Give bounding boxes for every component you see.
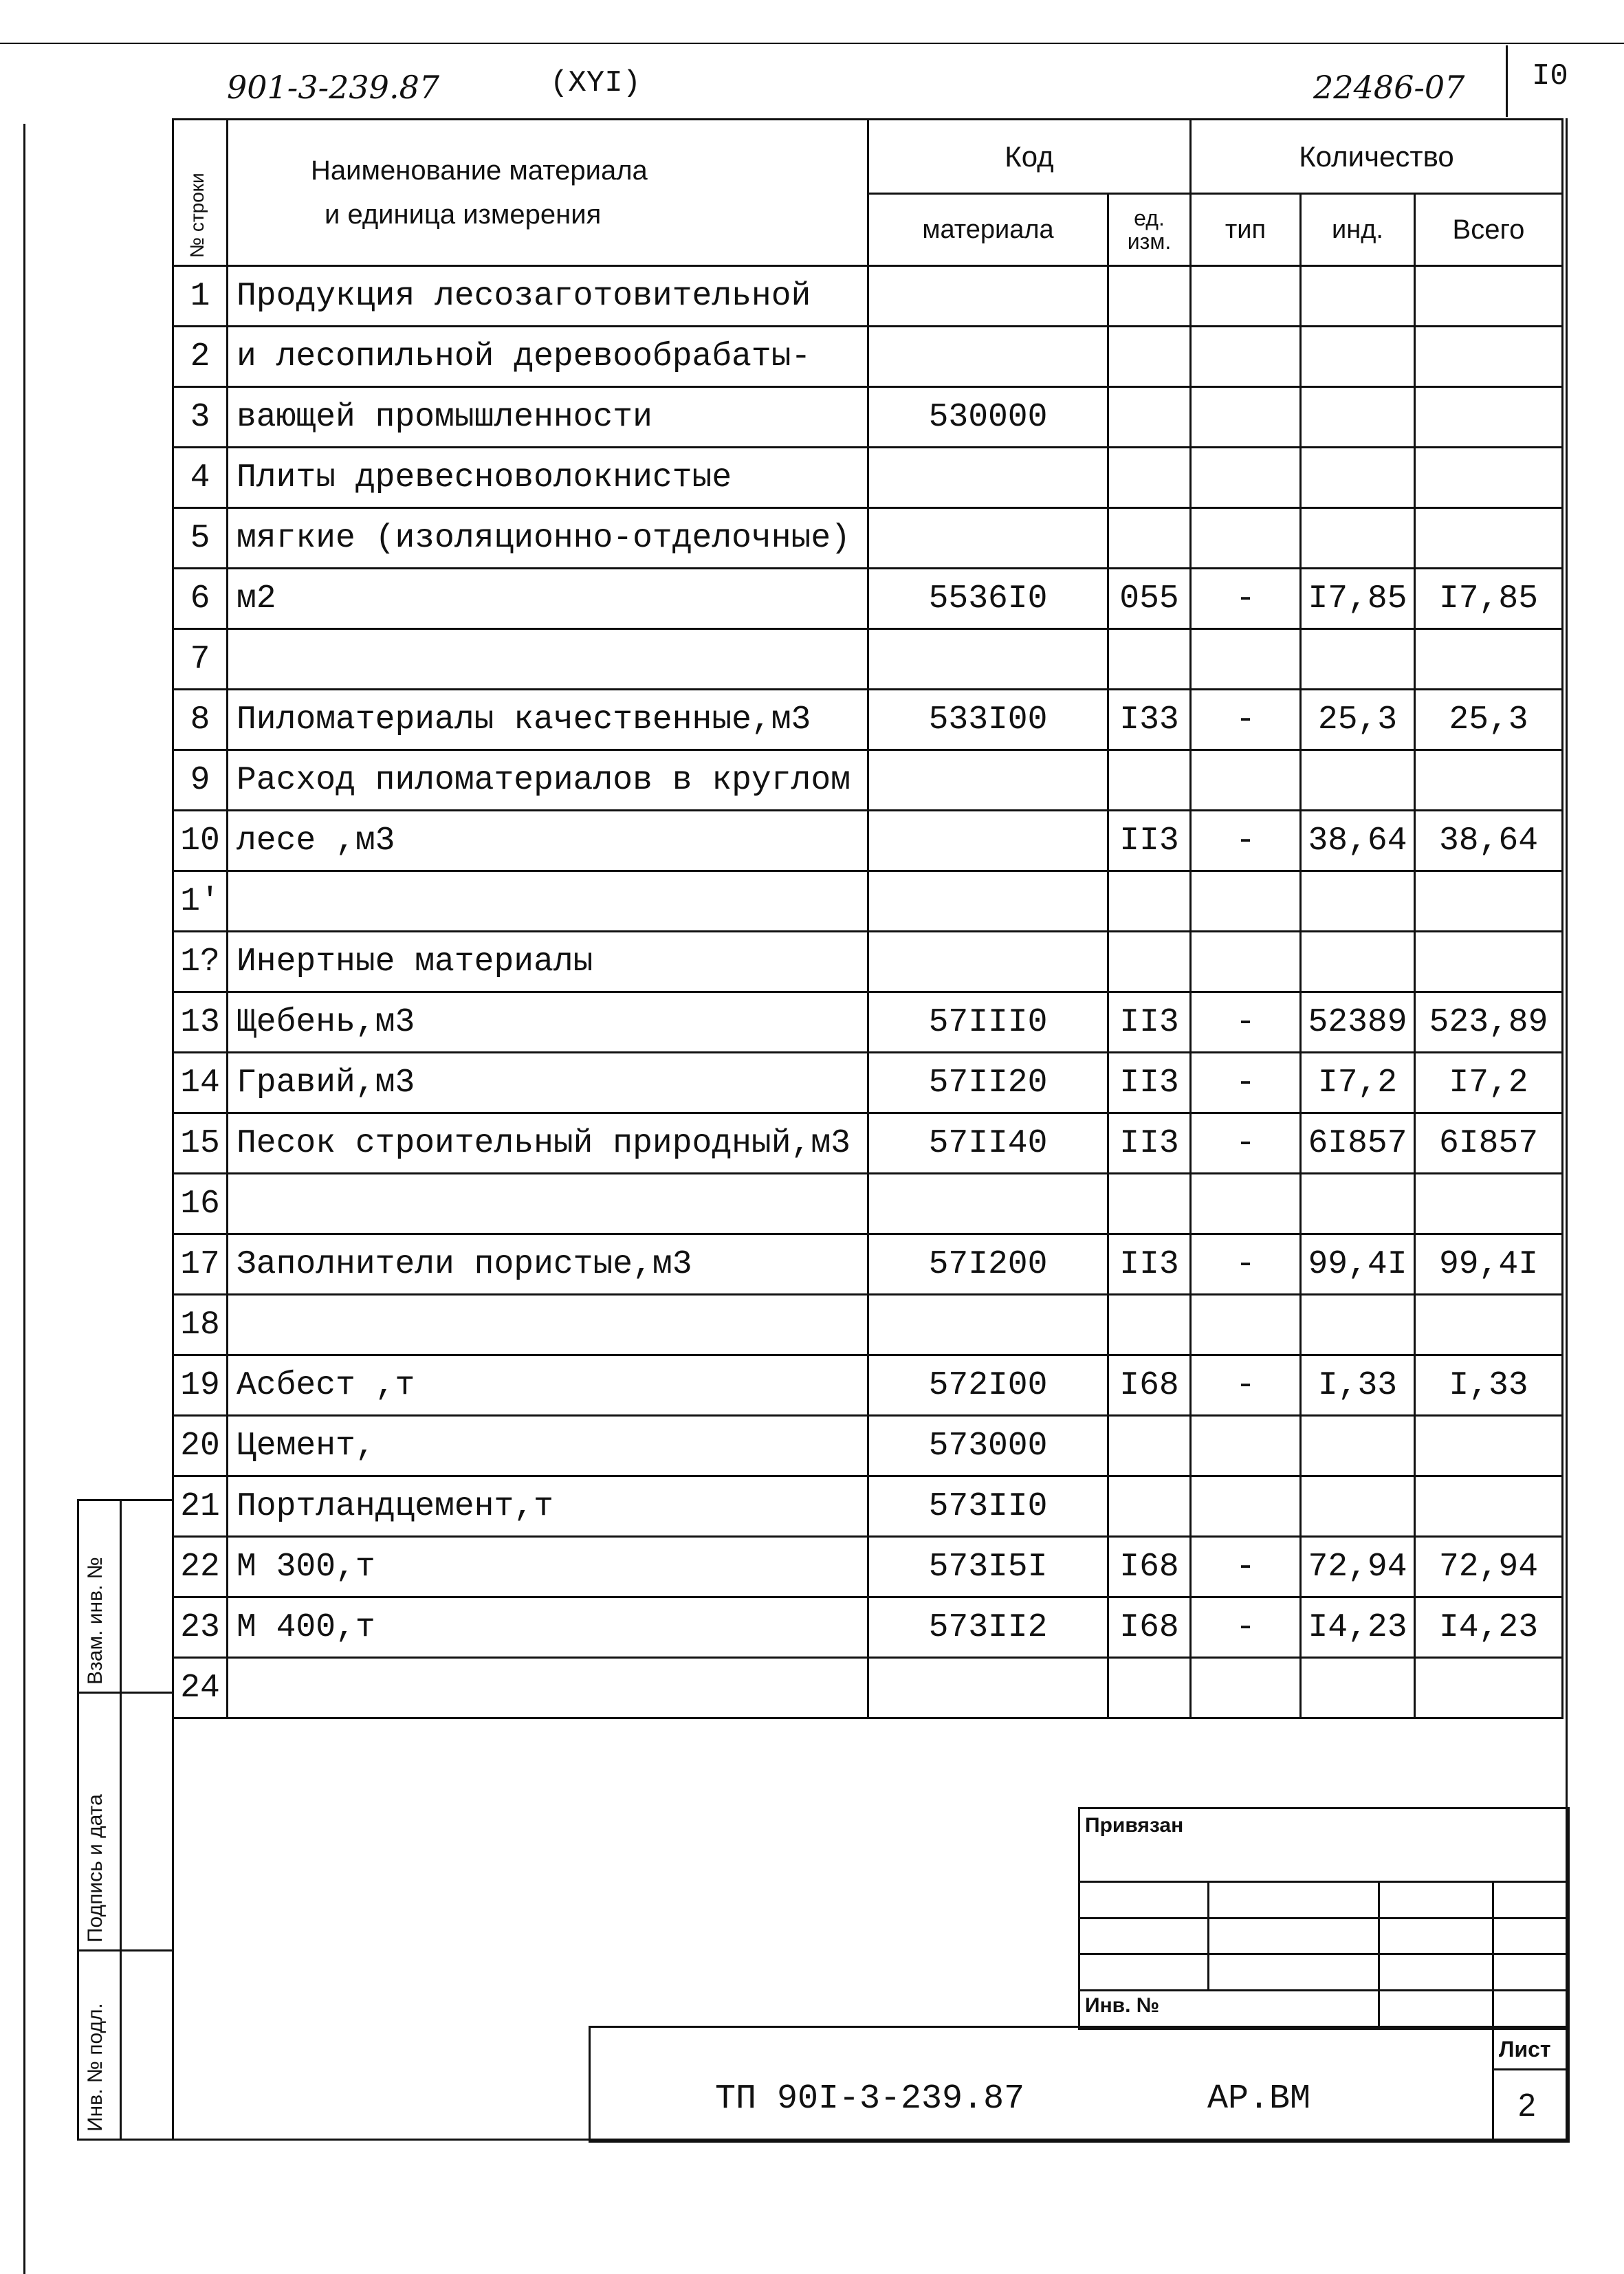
- material-code: [868, 811, 1108, 871]
- material-name: [228, 1658, 868, 1718]
- unit-code: [1108, 1416, 1191, 1476]
- type-value: [1191, 1295, 1301, 1355]
- row-number: 3: [173, 387, 228, 448]
- privyazan-col-3: [1492, 1881, 1494, 2026]
- material-name: М 400,т: [228, 1597, 868, 1658]
- unit-code: I68: [1108, 1597, 1191, 1658]
- ind-value: I7,85: [1301, 569, 1415, 629]
- code-header: Код: [868, 120, 1191, 194]
- row-number: 22: [173, 1537, 228, 1597]
- unit-code: I33: [1108, 690, 1191, 750]
- row-number: 1': [173, 871, 228, 932]
- material-name: Заполнители пористые,м3: [228, 1234, 868, 1295]
- type-value: [1191, 508, 1301, 569]
- total-value: [1415, 629, 1563, 690]
- type-value: [1191, 750, 1301, 811]
- total-value: [1415, 448, 1563, 508]
- material-code: [868, 266, 1108, 327]
- privyazan-row-2: [1078, 1917, 1568, 1919]
- material-code: 533I00: [868, 690, 1108, 750]
- ind-value: [1301, 448, 1415, 508]
- total-value: I,33: [1415, 1355, 1563, 1416]
- rownum-header: [173, 120, 228, 266]
- material-name: Асбест ,т: [228, 1355, 868, 1416]
- privyazan-col-1: [1207, 1881, 1209, 1989]
- ind-value: [1301, 266, 1415, 327]
- table-row: [173, 448, 1563, 508]
- table-row: [173, 327, 1563, 387]
- table-row: [173, 387, 1563, 448]
- unit-code: [1108, 1174, 1191, 1234]
- total-value: 38,64: [1415, 811, 1563, 871]
- type-value: -: [1191, 1053, 1301, 1113]
- table-row: [173, 992, 1563, 1053]
- unit-subheader-line2: изм.: [1127, 229, 1172, 254]
- side-label-inv-podl: Инв. № подл.: [84, 2003, 107, 2132]
- table-row: [173, 1537, 1563, 1597]
- row-number: 9: [173, 750, 228, 811]
- row-number: 2: [173, 327, 228, 387]
- row-number: 6: [173, 569, 228, 629]
- unit-code: II3: [1108, 1234, 1191, 1295]
- ind-value: [1301, 1658, 1415, 1718]
- type-value: -: [1191, 992, 1301, 1053]
- material-name: лесе ,м3: [228, 811, 868, 871]
- table-row: [173, 1658, 1563, 1718]
- total-value: [1415, 508, 1563, 569]
- material-code: 5536I0: [868, 569, 1108, 629]
- table-row: [173, 1416, 1563, 1476]
- type-value: [1191, 387, 1301, 448]
- unit-code: [1108, 448, 1191, 508]
- table-row: [173, 569, 1563, 629]
- material-code: 57I200: [868, 1234, 1108, 1295]
- material-name: Продукция лесозаготовительной: [228, 266, 868, 327]
- side-label-vzam-inv: Взам. инв. №: [84, 1557, 107, 1685]
- name-header-line1: Наименование материала: [311, 155, 648, 186]
- total-value: [1415, 266, 1563, 327]
- material-code: [868, 327, 1108, 387]
- material-name: м2: [228, 569, 868, 629]
- ind-value: [1301, 1295, 1415, 1355]
- material-name: мягкие (изоляционно-отделочные): [228, 508, 868, 569]
- type-value: [1191, 871, 1301, 932]
- type-value: -: [1191, 1537, 1301, 1597]
- ind-value: I4,23: [1301, 1597, 1415, 1658]
- rownum-header-label: № строки: [186, 173, 208, 258]
- unit-code: [1108, 750, 1191, 811]
- total-value: 523,89: [1415, 992, 1563, 1053]
- total-value: 72,94: [1415, 1537, 1563, 1597]
- material-code: 530000: [868, 387, 1108, 448]
- material-code: [868, 508, 1108, 569]
- material-code: [868, 629, 1108, 690]
- materials-table: [172, 118, 1563, 1719]
- material-code: [868, 871, 1108, 932]
- privyazan-col-2: [1378, 1881, 1380, 2026]
- total-subheader: Всего: [1415, 194, 1563, 266]
- unit-subheader-line1: ед.: [1134, 206, 1165, 230]
- row-number: 15: [173, 1113, 228, 1174]
- total-value: [1415, 1174, 1563, 1234]
- ind-value: [1301, 1174, 1415, 1234]
- ind-value: I,33: [1301, 1355, 1415, 1416]
- row-number: 17: [173, 1234, 228, 1295]
- row-number: 24: [173, 1658, 228, 1718]
- title-block-sheet-row: [1492, 2068, 1568, 2070]
- row-number: 7: [173, 629, 228, 690]
- side-label-podpis-data: Подпись и дата: [84, 1794, 107, 1943]
- type-value: [1191, 1416, 1301, 1476]
- section-roman: (XYI): [550, 66, 641, 100]
- corner-page-number: I0: [1532, 59, 1568, 94]
- type-value: [1191, 629, 1301, 690]
- ind-value: [1301, 629, 1415, 690]
- row-number: 5: [173, 508, 228, 569]
- material-code: 57II40: [868, 1113, 1108, 1174]
- inv-no-label: Инв. №: [1085, 1994, 1160, 2017]
- total-value: [1415, 1476, 1563, 1537]
- total-value: I4,23: [1415, 1597, 1563, 1658]
- table-row: [173, 1597, 1563, 1658]
- material-code: [868, 1295, 1108, 1355]
- material-name: [228, 1174, 868, 1234]
- material-code: 572I00: [868, 1355, 1108, 1416]
- type-value: -: [1191, 1113, 1301, 1174]
- material-code: 57III0: [868, 992, 1108, 1053]
- privyazan-label: Привязан: [1085, 1814, 1184, 1837]
- project-code: ТП 90I-3-239.87: [715, 2079, 1025, 2119]
- privyazan-row-4: [1078, 1989, 1568, 1991]
- ind-value: 52389: [1301, 992, 1415, 1053]
- ind-value: [1301, 327, 1415, 387]
- inventory-number-handwritten: 22486-07: [1313, 69, 1465, 106]
- top-edge-line: [0, 43, 1624, 44]
- total-value: [1415, 327, 1563, 387]
- row-number: 8: [173, 690, 228, 750]
- ind-value: 72,94: [1301, 1537, 1415, 1597]
- ind-value: 25,3: [1301, 690, 1415, 750]
- type-value: -: [1191, 1355, 1301, 1416]
- unit-code: [1108, 1295, 1191, 1355]
- unit-subheader: [1108, 194, 1191, 266]
- row-number: 21: [173, 1476, 228, 1537]
- type-value: [1191, 448, 1301, 508]
- side-column-left: [77, 1499, 79, 2139]
- unit-code: [1108, 1476, 1191, 1537]
- total-value: [1415, 871, 1563, 932]
- total-value: 99,4I: [1415, 1234, 1563, 1295]
- material-name: и лесопильной деревообрабаты-: [228, 327, 868, 387]
- table-row: [173, 932, 1563, 992]
- ind-value: [1301, 1416, 1415, 1476]
- side-column-inner: [120, 1499, 122, 2139]
- outer-left-margin-line: [23, 124, 25, 2274]
- material-name: М 300,т: [228, 1537, 868, 1597]
- material-code: 573I5I: [868, 1537, 1108, 1597]
- unit-code: [1108, 387, 1191, 448]
- material-code: [868, 448, 1108, 508]
- type-value: -: [1191, 569, 1301, 629]
- side-column-bottom: [77, 2139, 172, 2141]
- material-name: Расход пиломатериалов в круглом: [228, 750, 868, 811]
- material-name: Песок строительный природный,м3: [228, 1113, 868, 1174]
- table-row: [173, 750, 1563, 811]
- unit-code: [1108, 932, 1191, 992]
- unit-code: [1108, 629, 1191, 690]
- unit-code: [1108, 1658, 1191, 1718]
- row-number: 20: [173, 1416, 228, 1476]
- unit-code: [1108, 266, 1191, 327]
- table-row: [173, 508, 1563, 569]
- type-value: [1191, 1658, 1301, 1718]
- table-row: [173, 871, 1563, 932]
- ind-value: [1301, 387, 1415, 448]
- row-number: 13: [173, 992, 228, 1053]
- unit-code: II3: [1108, 1053, 1191, 1113]
- materials-table-body: [173, 266, 1563, 1718]
- material-code: [868, 750, 1108, 811]
- material-name: Портландцемент,т: [228, 1476, 868, 1537]
- sheet-number: 2: [1518, 2087, 1536, 2123]
- ind-value: I7,2: [1301, 1053, 1415, 1113]
- unit-code: II3: [1108, 1113, 1191, 1174]
- row-number: 1: [173, 266, 228, 327]
- row-number: 16: [173, 1174, 228, 1234]
- material-name: Цемент,: [228, 1416, 868, 1476]
- total-value: [1415, 750, 1563, 811]
- privyazan-row-3: [1078, 1953, 1568, 1955]
- row-number: 14: [173, 1053, 228, 1113]
- type-value: [1191, 266, 1301, 327]
- material-code: [868, 932, 1108, 992]
- material-name: [228, 871, 868, 932]
- ind-subheader: инд.: [1301, 194, 1415, 266]
- row-number: 19: [173, 1355, 228, 1416]
- table-row: [173, 629, 1563, 690]
- section-code: АР.ВМ: [1207, 2079, 1311, 2119]
- row-number: 23: [173, 1597, 228, 1658]
- total-value: 25,3: [1415, 690, 1563, 750]
- table-row: [173, 266, 1563, 327]
- quantity-header: Количество: [1191, 120, 1563, 194]
- type-value: -: [1191, 690, 1301, 750]
- total-value: I7,85: [1415, 569, 1563, 629]
- ind-value: 38,64: [1301, 811, 1415, 871]
- row-number: 4: [173, 448, 228, 508]
- type-subheader: тип: [1191, 194, 1301, 266]
- table-row: [173, 690, 1563, 750]
- row-number: 10: [173, 811, 228, 871]
- unit-code: II3: [1108, 811, 1191, 871]
- ind-value: [1301, 871, 1415, 932]
- material-name: Инертные материалы: [228, 932, 868, 992]
- corner-page-box: [1506, 45, 1508, 117]
- ind-value: [1301, 932, 1415, 992]
- unit-code: 055: [1108, 569, 1191, 629]
- total-value: I7,2: [1415, 1053, 1563, 1113]
- material-code: 573II2: [868, 1597, 1108, 1658]
- table-row: [173, 1234, 1563, 1295]
- unit-code: I68: [1108, 1537, 1191, 1597]
- side-column-divider-3: [77, 1949, 172, 1952]
- material-name: [228, 629, 868, 690]
- name-header-line2: и единица измерения: [325, 199, 602, 230]
- ind-value: [1301, 508, 1415, 569]
- type-value: [1191, 1476, 1301, 1537]
- material-code: 573II0: [868, 1476, 1108, 1537]
- total-value: [1415, 1658, 1563, 1718]
- ind-value: [1301, 750, 1415, 811]
- side-column-divider-2: [77, 1692, 172, 1694]
- table-row: [173, 1053, 1563, 1113]
- ind-value: 6I857: [1301, 1113, 1415, 1174]
- material-code: 57II20: [868, 1053, 1108, 1113]
- row-number: 18: [173, 1295, 228, 1355]
- material-name: вающей промышленности: [228, 387, 868, 448]
- type-value: -: [1191, 811, 1301, 871]
- doc-number-handwritten: 901-3-239.87: [227, 69, 440, 106]
- table-row: [173, 1476, 1563, 1537]
- unit-code: [1108, 508, 1191, 569]
- material-name: [228, 1295, 868, 1355]
- table-row: [173, 1113, 1563, 1174]
- material-code: [868, 1658, 1108, 1718]
- total-value: [1415, 1295, 1563, 1355]
- table-row: [173, 811, 1563, 871]
- total-value: 6I857: [1415, 1113, 1563, 1174]
- privyazan-row-1: [1078, 1881, 1568, 1883]
- row-number: 1?: [173, 932, 228, 992]
- unit-code: I68: [1108, 1355, 1191, 1416]
- name-header: [228, 120, 868, 266]
- total-value: [1415, 1416, 1563, 1476]
- table-row: [173, 1295, 1563, 1355]
- material-name: Гравий,м3: [228, 1053, 868, 1113]
- total-value: [1415, 387, 1563, 448]
- type-value: [1191, 327, 1301, 387]
- total-value: [1415, 932, 1563, 992]
- sheet-label: Лист: [1499, 2037, 1551, 2062]
- type-value: -: [1191, 1234, 1301, 1295]
- side-column-divider-1: [77, 1499, 172, 1501]
- type-value: -: [1191, 1597, 1301, 1658]
- table-row: [173, 1355, 1563, 1416]
- material-name: Пиломатериалы качественные,м3: [228, 690, 868, 750]
- material-code: [868, 1174, 1108, 1234]
- material-name: Плиты древесноволокнистые: [228, 448, 868, 508]
- material-subheader: материала: [868, 194, 1108, 266]
- type-value: [1191, 932, 1301, 992]
- unit-code: [1108, 871, 1191, 932]
- material-code: 573000: [868, 1416, 1108, 1476]
- title-block-sheet-divider: [1492, 2026, 1494, 2141]
- unit-code: [1108, 327, 1191, 387]
- ind-value: 99,4I: [1301, 1234, 1415, 1295]
- ind-value: [1301, 1476, 1415, 1537]
- material-name: Щебень,м3: [228, 992, 868, 1053]
- unit-code: II3: [1108, 992, 1191, 1053]
- type-value: [1191, 1174, 1301, 1234]
- table-row: [173, 1174, 1563, 1234]
